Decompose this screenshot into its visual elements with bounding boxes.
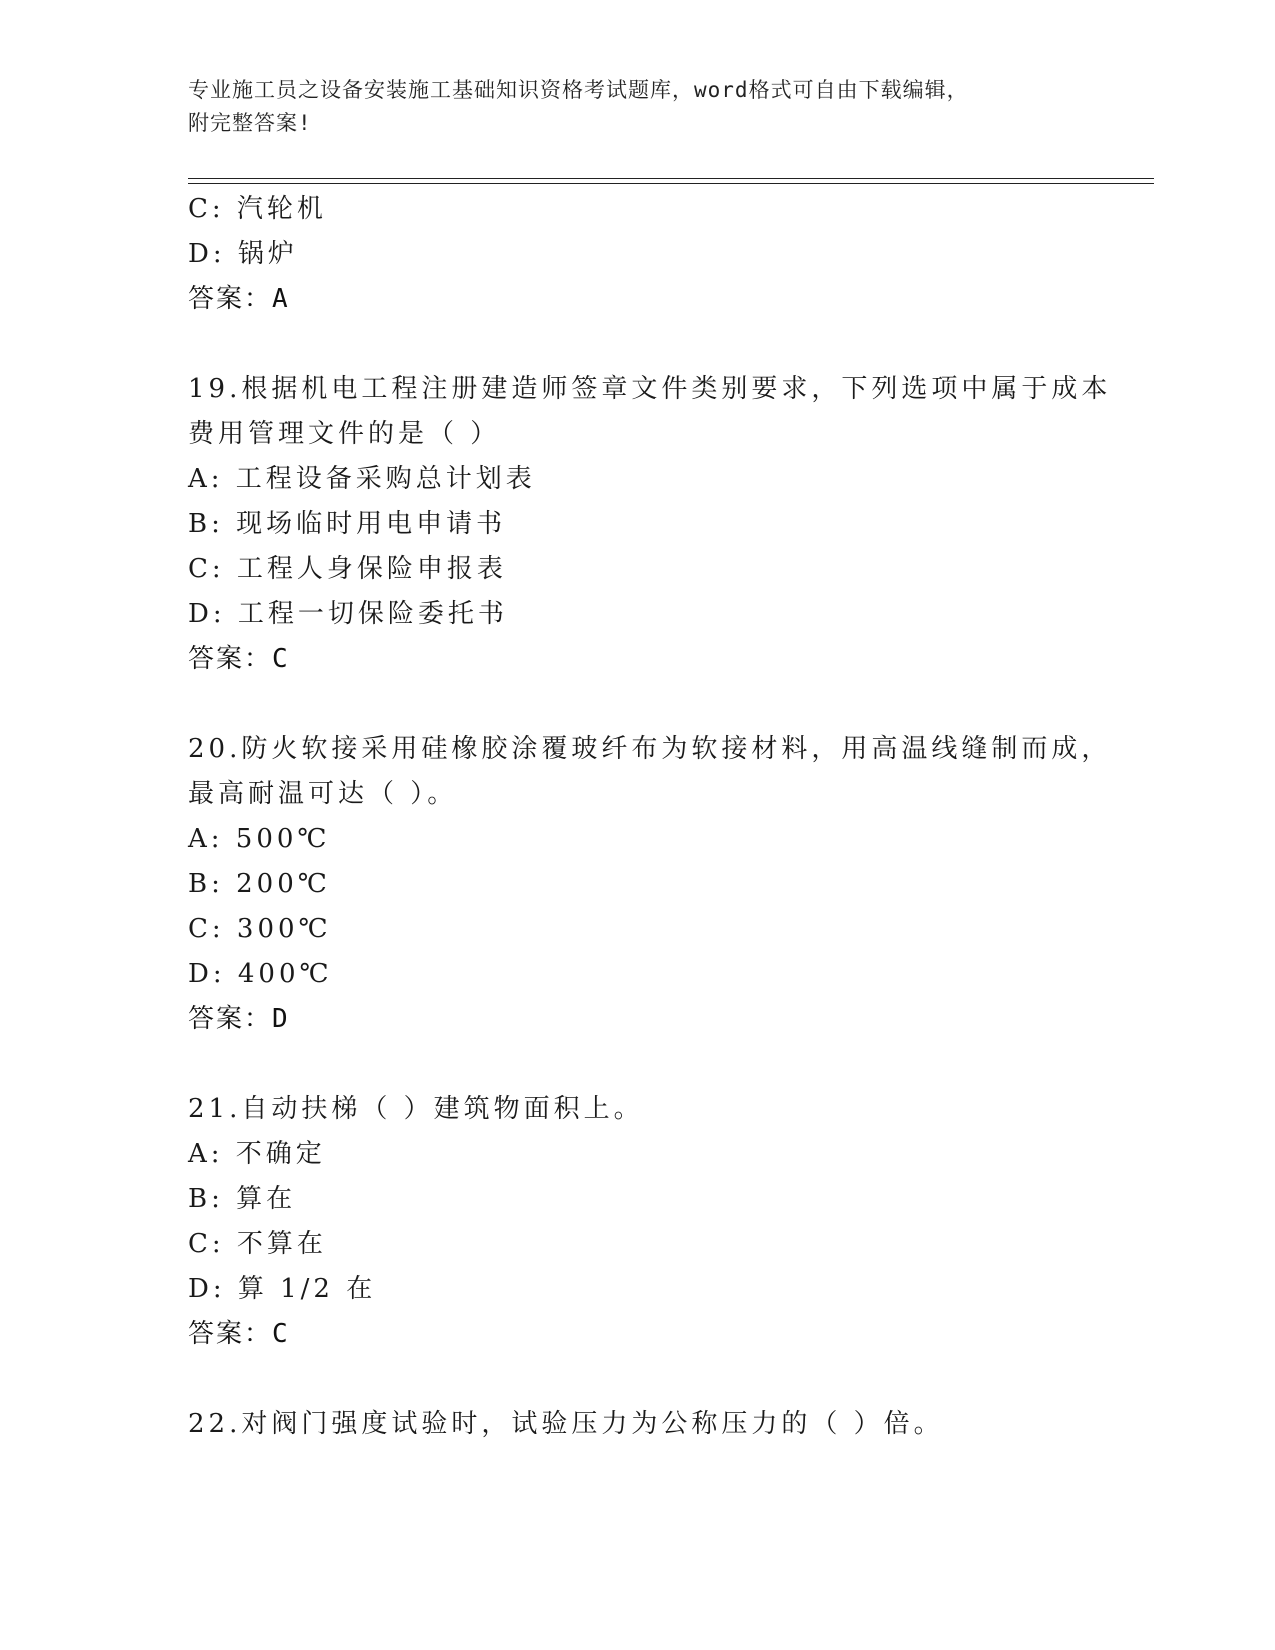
q22-stem-line-1: 22.对阀门强度试验时，试验压力为公称压力的（ ）倍。 [188, 1409, 944, 1439]
q21-option-d: D: 算 1/2 在 [188, 1274, 377, 1304]
header-line-1: 专业施工员之设备安装施工基础知识资格考试题库，word格式可自由下载编辑， [188, 78, 969, 102]
header-line-2: 附完整答案! [188, 111, 312, 135]
q20-option-d: D: 400℃ [188, 959, 333, 989]
q18-option-c: C: 汽轮机 [188, 194, 327, 224]
q20-stem-line-2: 最高耐温可达（ ）。 [188, 779, 458, 809]
q18-option-d: D: 锅炉 [188, 239, 298, 269]
q20-option-a: A: 500℃ [188, 824, 331, 854]
q21-answer: 答案：C [188, 1319, 290, 1349]
q21-stem-line-1: 21.自动扶梯（ ）建筑物面积上。 [188, 1094, 644, 1124]
q21-option-a: A: 不确定 [188, 1139, 326, 1169]
q21-option-c: C: 不算在 [188, 1229, 327, 1259]
q19-option-a: A: 工程设备采购总计划表 [188, 464, 536, 494]
q20-option-c: C: 300℃ [188, 914, 332, 944]
q19-option-c: C: 工程人身保险申报表 [188, 554, 507, 584]
q19-option-b: B: 现场临时用电申请书 [188, 509, 507, 539]
q18-answer: 答案：A [188, 284, 290, 314]
q19-stem-line-1: 19.根据机电工程注册建造师签章文件类别要求，下列选项中属于成本 [188, 374, 1112, 404]
header-divider-bottom [188, 183, 1154, 184]
header-divider-top [188, 178, 1154, 179]
document-header [188, 74, 1068, 140]
q21-option-b: B: 算在 [188, 1184, 297, 1214]
q20-stem-line-1: 20.防火软接采用硅橡胶涂覆玻纤布为软接材料，用高温线缝制而成， [188, 734, 1112, 764]
q19-answer: 答案：C [188, 644, 290, 674]
q19-stem-line-2: 费用管理文件的是（ ） [188, 419, 501, 449]
q19-option-d: D: 工程一切保险委托书 [188, 599, 508, 629]
q20-answer: 答案：D [188, 1004, 290, 1034]
q20-option-b: B: 200℃ [188, 869, 331, 899]
